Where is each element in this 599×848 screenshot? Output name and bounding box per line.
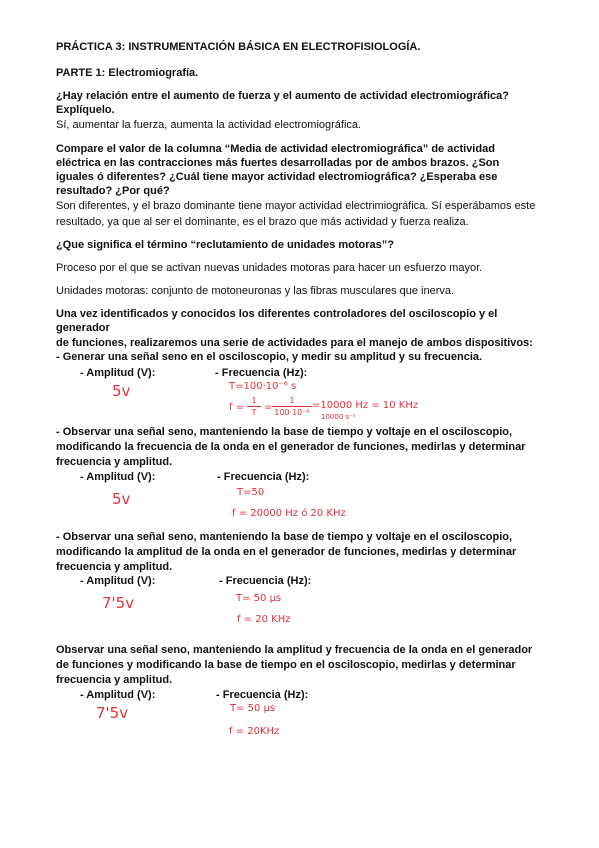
activity-1-period: T=100·10⁻⁶ s bbox=[229, 381, 297, 392]
answer-3-line-2: Unidades motoras: conjunto de motoneuronas y las fibras musculares que inerva. bbox=[56, 285, 455, 297]
activity-1-result-sub: 10000 s⁻¹ bbox=[321, 413, 356, 421]
activity-3-line-2: modificando la amplitud de la onda en el generador de funciones, medirlas y determinar bbox=[56, 546, 517, 558]
activity-4-line-1: Observar una señal seno, manteniendo la amplitud y frecuencia de la onda en el generador bbox=[56, 644, 533, 656]
activity-4-frequency-value: f = 20KHz bbox=[229, 726, 280, 737]
part1-heading: PARTE 1: Electromiografía. bbox=[56, 67, 199, 79]
fraction-2-bar bbox=[272, 406, 312, 407]
question-3: ¿Que significa el término “reclutamiento de unidades motoras”? bbox=[56, 239, 395, 251]
fraction-2-numerator: 1 bbox=[289, 396, 295, 405]
activity-3-period: T= 50 µs bbox=[236, 593, 282, 604]
activity-2-line-1: - Observar una señal seno, manteniendo la base de tiempo y voltaje en el osciloscopio, bbox=[56, 426, 513, 438]
activity-3-frequency-value: f = 20 KHz bbox=[237, 614, 291, 625]
activity-4-period: T= 50 µs bbox=[230, 703, 276, 714]
question-2-line-3: iguales ó diferentes? ¿Cuál tiene mayor actividad electromiográfica? ¿Esperaba ese bbox=[56, 171, 498, 183]
activity-1-frequency-label: - Frecuencia (Hz): bbox=[215, 367, 308, 379]
fraction-1-denominator: T bbox=[251, 408, 257, 417]
fraction-1-numerator: 1 bbox=[251, 396, 257, 405]
fraction-1-bar bbox=[247, 406, 261, 407]
question-2-line-4: resultado? ¿Por qué? bbox=[56, 185, 170, 197]
activity-1-equals: = bbox=[264, 402, 273, 413]
activity-2-line-3: frecuencia y amplitud. bbox=[56, 456, 173, 468]
activity-4-frequency-label: - Frecuencia (Hz): bbox=[216, 689, 309, 701]
activity-3-amplitude-label: - Amplitud (V): bbox=[80, 575, 156, 587]
activity-3-amplitude-value: 7'5v bbox=[102, 594, 135, 612]
activity-2-amplitude-label: - Amplitud (V): bbox=[80, 471, 156, 483]
question-1-line-1: ¿Hay relación entre el aumento de fuerza y el aumento de actividad electromiográfica? bbox=[56, 90, 509, 102]
intro-line-3: de funciones, realizaremos una serie de actividades para el manejo de ambos dispositivos: bbox=[56, 337, 533, 349]
activity-3-line-3: frecuencia y amplitud. bbox=[56, 561, 173, 573]
activity-1-result: =10000 Hz = 10 KHz bbox=[312, 400, 419, 411]
activity-4-line-2: de funciones y modificando la base de tiempo en el osciloscopio, medirlas y determinar bbox=[56, 659, 516, 671]
answer-2-line-2: resultado, ya que al ser el dominante, es el brazo que más actividad y fuerza realiza. bbox=[56, 216, 469, 228]
activity-2-frequency-label: - Frecuencia (Hz): bbox=[217, 471, 310, 483]
intro-line-1: Una vez identificados y conocidos los diferentes controladores del osciloscopio y el bbox=[56, 308, 498, 320]
activity-4-amplitude-value: 7'5v bbox=[96, 704, 129, 722]
activity-2-period: T=50 bbox=[237, 487, 265, 498]
page-title: PRÁCTICA 3: INSTRUMENTACIÓN BÁSICA EN ELECTROFISIOLOGÍA. bbox=[56, 41, 421, 53]
activity-1-amplitude-value: 5v bbox=[112, 382, 131, 400]
intro-line-2: generador bbox=[56, 322, 110, 334]
activity-2-frequency-value: f = 20000 Hz ó 20 KHz bbox=[232, 508, 346, 519]
answer-3-line-1: Proceso por el que se activan nuevas unidades motoras para hacer un esfuerzo mayor. bbox=[56, 262, 483, 274]
activity-4-line-3: frecuencia y amplitud. bbox=[56, 674, 173, 686]
activity-3-frequency-label: - Frecuencia (Hz): bbox=[219, 575, 312, 587]
activity-1-heading: - Generar una señal seno en el osciloscopio, y medir su amplitud y su frecuencia. bbox=[56, 351, 483, 363]
activity-3-line-1: - Observar una señal seno, manteniendo la base de tiempo y voltaje en el osciloscopio, bbox=[56, 531, 513, 543]
answer-2-line-1: Son diferentes, y el brazo dominante tiene mayor actividad electrimiográfica. Sí esperábamos este bbox=[56, 200, 536, 212]
activity-1-amplitude-label: - Amplitud (V): bbox=[80, 367, 156, 379]
question-2-line-1: Compare el valor de la columna “Media de actividad electromiográfica” de actividad bbox=[56, 143, 495, 155]
question-1-line-2: Explíquelo. bbox=[56, 104, 115, 116]
activity-4-amplitude-label: - Amplitud (V): bbox=[80, 689, 156, 701]
answer-1: Sí, aumentar la fuerza, aumenta la actividad electromiográfica. bbox=[56, 119, 362, 131]
activity-1-f-lhs: f = bbox=[229, 402, 245, 413]
activity-1-fraction-1 bbox=[247, 396, 261, 417]
activity-2-amplitude-value: 5v bbox=[112, 490, 131, 508]
activity-2-line-2: modificando la frecuencia de la onda en el generador de funciones, medirlas y determinar bbox=[56, 441, 526, 453]
fraction-2-denominator: 100·10⁻⁶ bbox=[274, 408, 310, 417]
question-2-line-2: eléctrica en las contracciones más fuertes desarrolladas por de ambos brazos. ¿Son bbox=[56, 157, 500, 169]
activity-1-fraction-2 bbox=[272, 396, 312, 417]
